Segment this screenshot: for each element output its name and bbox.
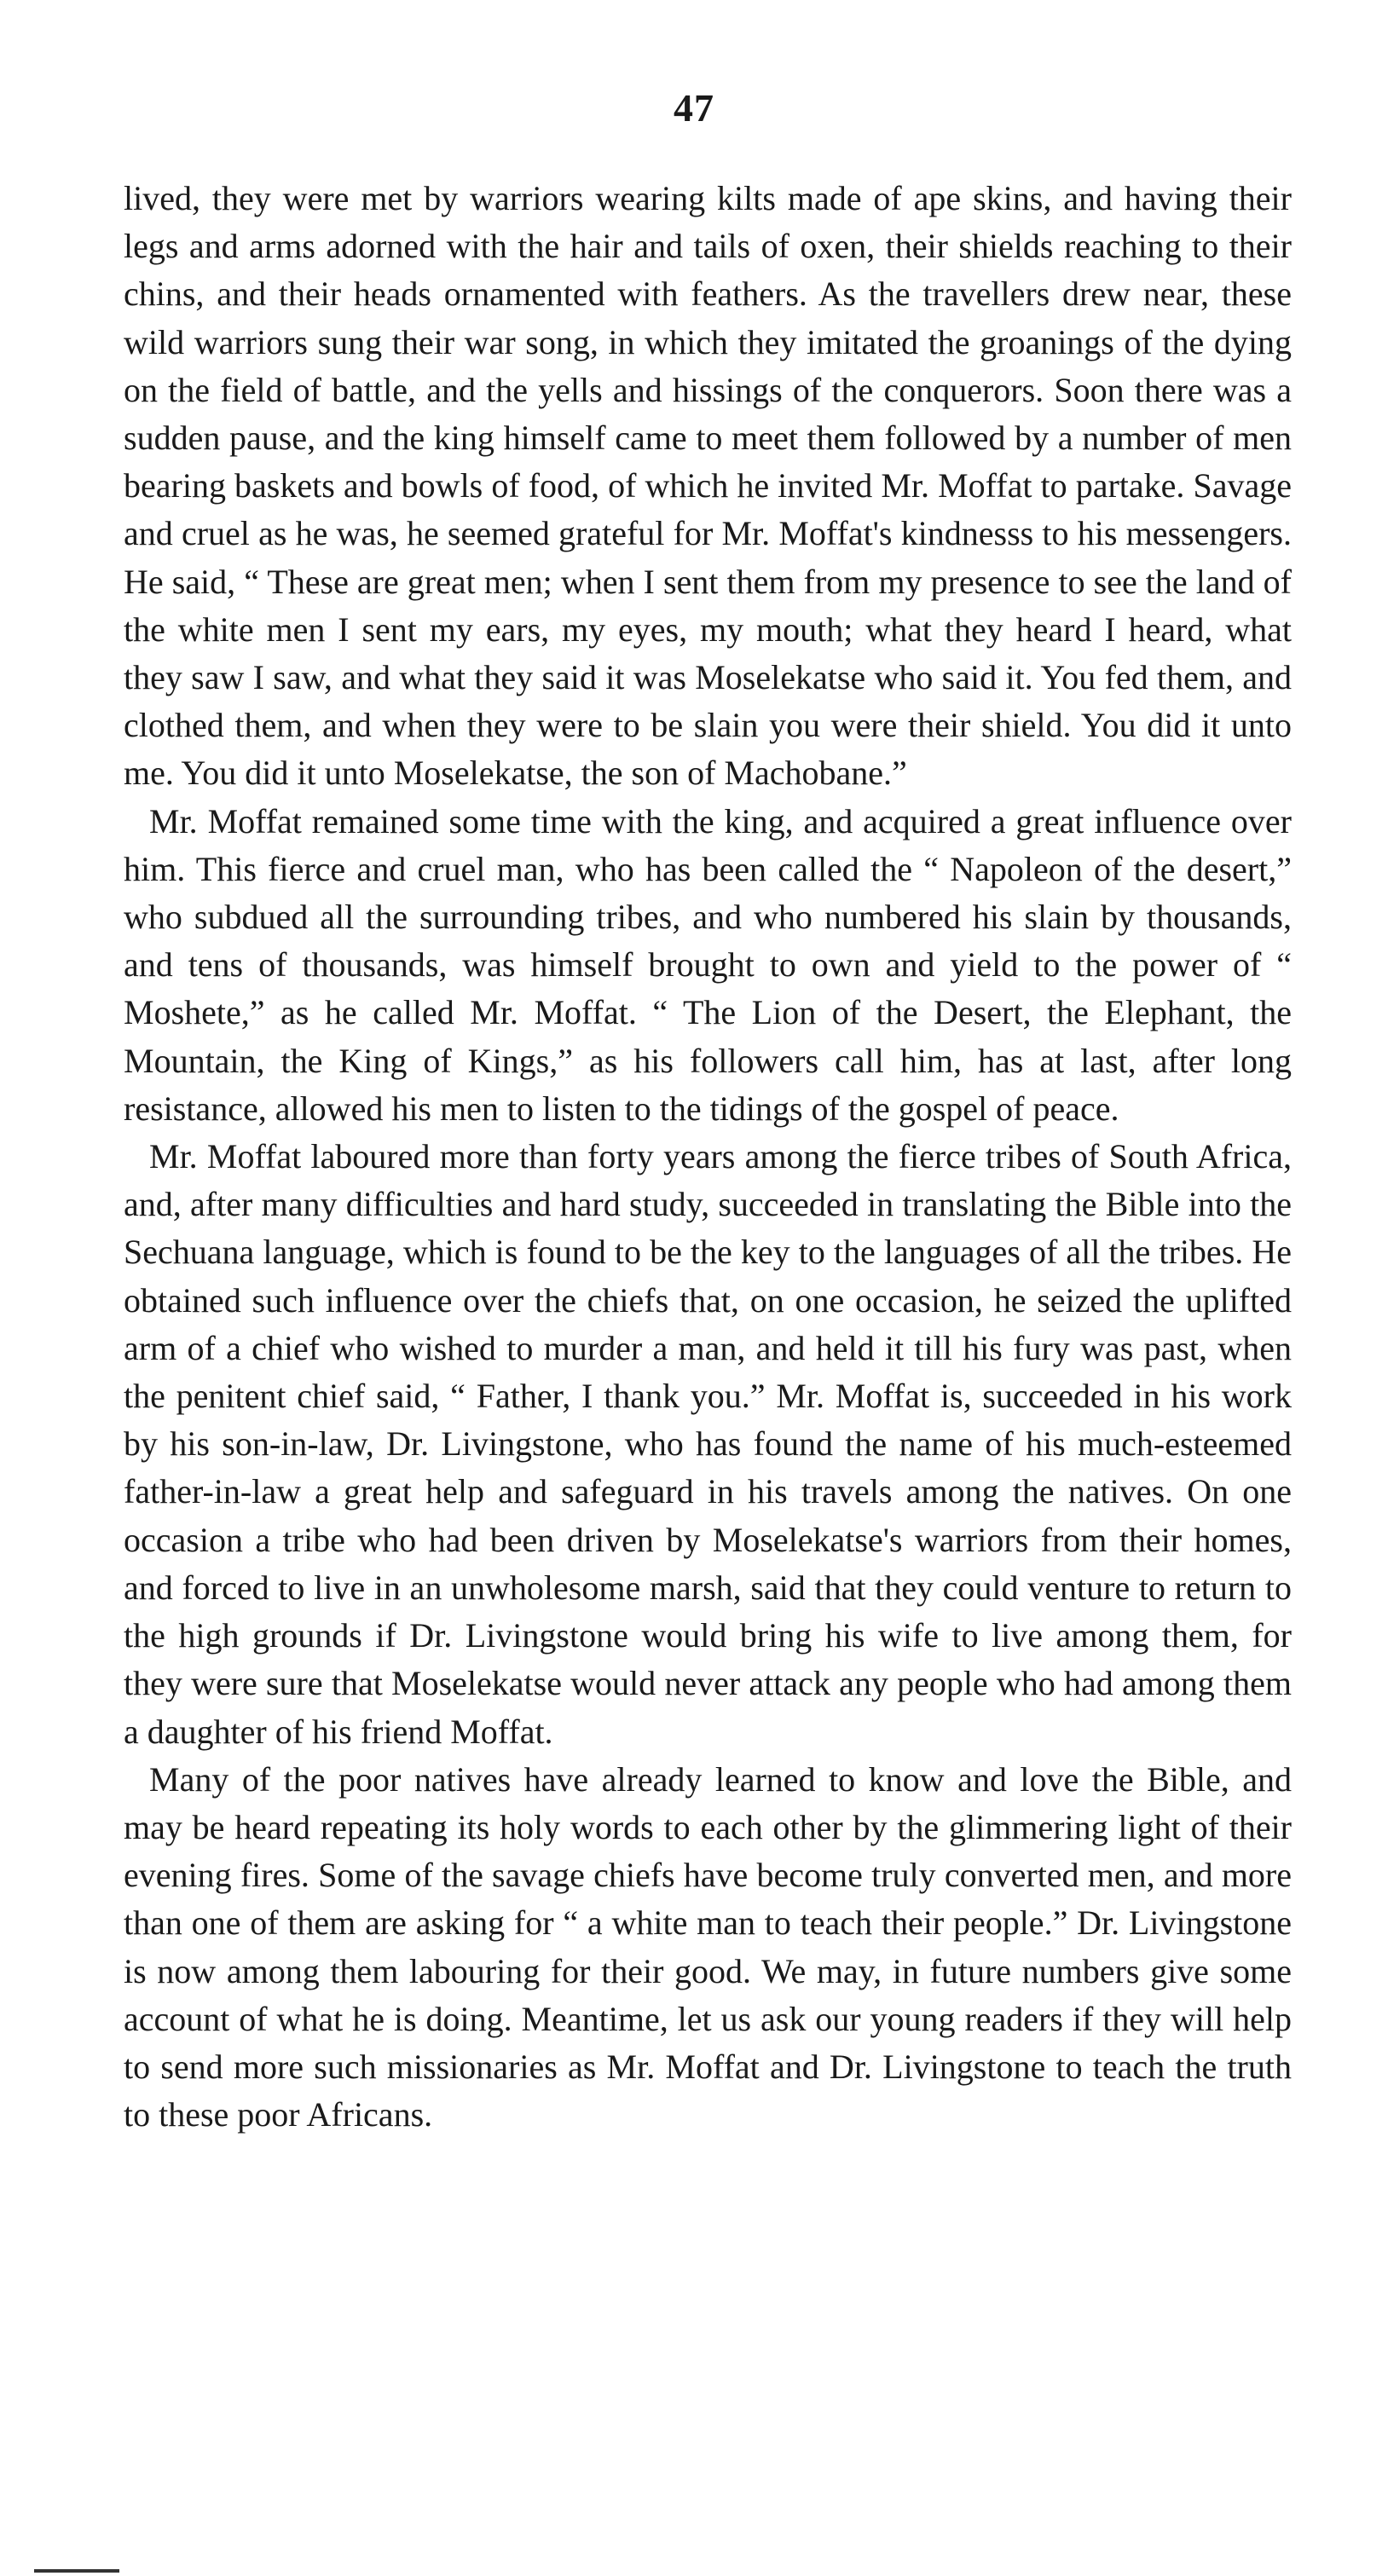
body-text: [124, 175, 1292, 2139]
print-edge-mark: [34, 2569, 119, 2573]
paragraph-4: Many of the poor natives have already learned to know and love the Bible, and may be heard repeating its holy words to each other by the glimmering light of their evening fires. Some of the savage chiefs have become truly converted men, and more than one of them are asking for “ a white man to teach their people.” Dr. Livingstone is now among them labouring for their good. We may, in future numbers give some account of what he is doing. Meantime, let us ask our young readers if they will help to send more such missionaries as Mr. Moffat and Dr. Livingstone to teach the truth to these poor Africans.: [124, 1759, 1292, 2134]
paragraph-3: Mr. Moffat laboured more than forty years among the fierce tribes of South Africa, and, after many difficulties and hard study, succeeded in translating the Bible into the Sechuana language, which is found to be the key to the languages of all the tribes. He obtained such influence over the chiefs that, on one occasion, he seized the uplifted arm of a chief who wished to murder a man, and held it till his fury was past, when the penitent chief said, “ Father, I thank you.” Mr. Moffat is, succeeded in his work by his son-in-law, Dr. Livingstone, who has found the name of his much-esteemed father-in-law a great help and safeguard in his travels among the natives. On one occasion a tribe who had been driven by Moselekatse's warriors from their homes, and forced to live in an unwholesome marsh, said that they could venture to return to the high grounds if Dr. Livingstone would bring his wife to live among them, for they were sure that Moselekatse would never attack any people who had among them a daughter of his friend Moffat.: [124, 1137, 1292, 1751]
paragraph-2: Mr. Moffat remained some time with the king, and acquired a great influence over him. This fierce and cruel man, who has been called the “ Napoleon of the desert,” who subdued all the surrounding tribes, and who numbered his slain by thousands, and tens of thousands, was himself brought to own and yield to the power of “ Moshete,” as he called Mr. Moffat. “ The Lion of the Desert, the Elephant, the Mountain, the King of Kings,” as his followers call him, has at last, after long resistance, allowed his men to listen to the tidings of the gospel of peace.: [124, 801, 1292, 1128]
page-number: 47: [674, 86, 714, 130]
paragraph-1: lived, they were met by warriors wearing kilts made of ape skins, and having their legs and arms adorned with the hair and tails of oxen, their shields reaching to their chins, and their heads ornamented with feathers. As the travellers drew near, these wild warriors sung their war song, in which they imitated the groanings of the dying on the field of battle, and the yells and hissings of the conquerors. Soon there was a sudden pause, and the king himself came to meet them followed by a number of men bearing baskets and bowls of food, of which he invited Mr. Moffat to partake. Savage and cruel as he was, he seemed grateful for Mr. Moffat's kindnesss to his messengers. He said, “ These are great men; when I sent them from my presence to see the land of the white men I sent my ears, my eyes, my mouth; what they heard I heard, what they saw I saw, and what they said it was Moselekatse who said it. You fed them, and clothed them, and when they were to be slain you were their shield. You did it unto me. You did it unto Moselekatse, the son of Machobane.”: [124, 179, 1292, 793]
